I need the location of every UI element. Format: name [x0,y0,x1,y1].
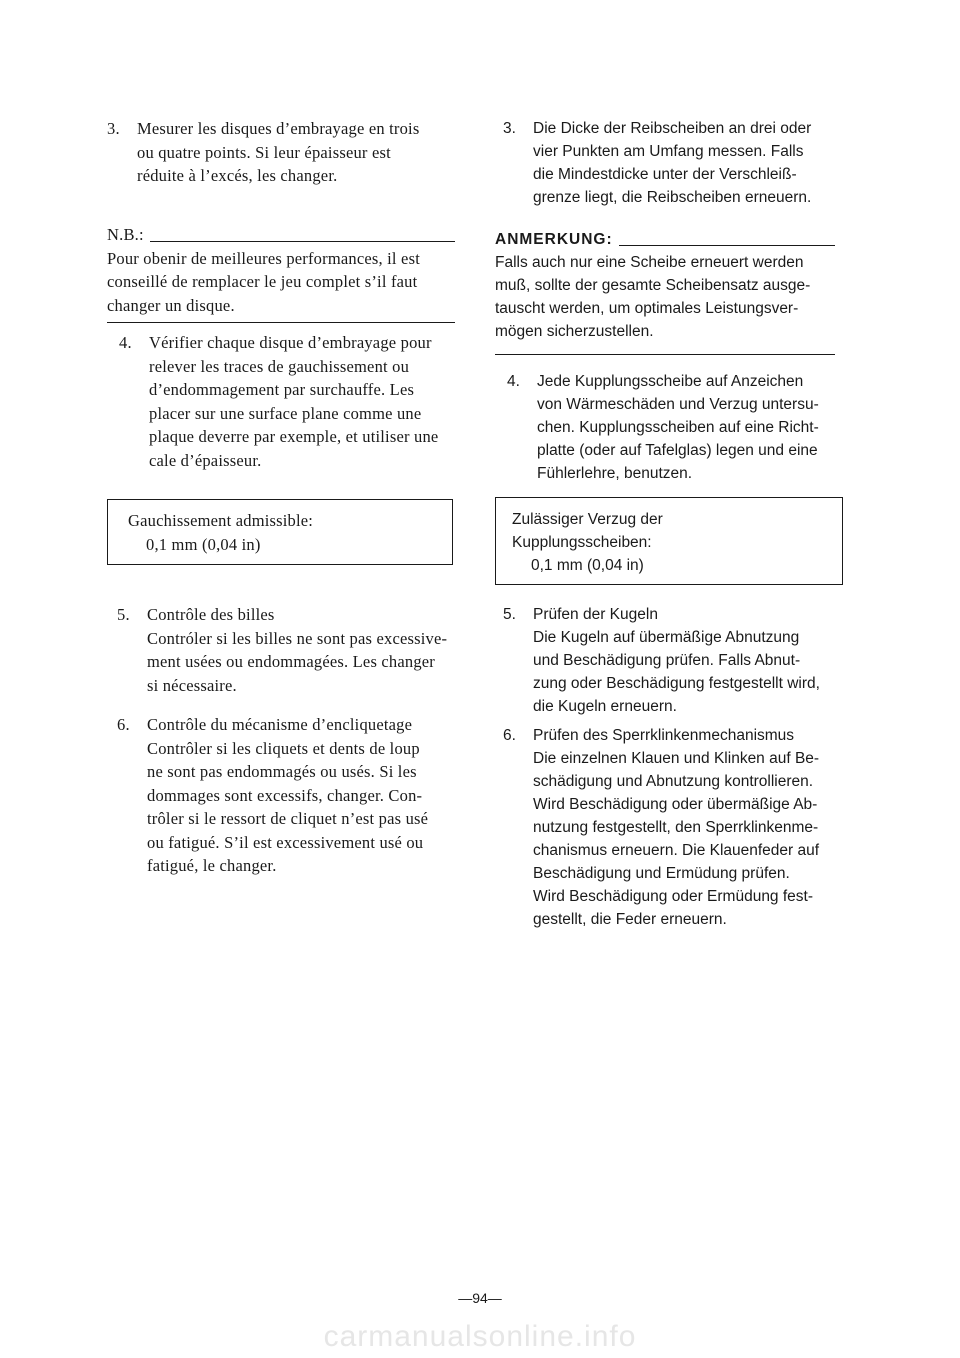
spec-value: 0,1 mm (0,04 in) [531,557,644,574]
note-end-rule [107,322,455,323]
note-heading: ANMERKUNG: [495,228,835,251]
step-text: Vérifier chaque disque d’embrayage pour relever les traces de gauchissement ou d’endommagement par surchauffe. Les placer sur une surface plane comme une plaque deverre par exemple, et utiliser une cale d’épaisseur. [149,333,439,470]
spec-value: 0,1 mm (0,04 in) [146,534,261,554]
note-text: Falls auch nur eine Scheibe erneuert werden muß, sollte der gesamte Scheibensatz ausge- tauscht werden, um optimales Leistungsver- mögen sicherzustellen. [495,254,811,340]
step-text: Contrôle du mécanisme d’encliquetage Contrôler si les cliquets et dents de loup ne sont pas endommagés ou usés. Si les dommages sont excessifs, changer. Con- trôler si le ressort de cliquet n’est pas usé ou fatigué. S’il est excessivement usé ou fatigué, le changer. [147,715,429,875]
heading-rule [619,245,835,246]
step-number: 3. [503,120,516,137]
de-note [495,228,835,343]
de-step-3 [503,117,845,209]
spec-label: Gauchissement admissible: [128,511,314,530]
step-text: Mesurer les disques d’embrayage en trois ou quatre points. Si leur épaisseur est réduite à l’excés, les changer. [137,119,420,185]
de-step-4 [507,370,845,485]
note-heading: N.B.: [107,223,455,247]
step-number: 4. [119,333,132,352]
step-text: Die Dicke der Reibscheiben an drei oder vier Punkten am Umfang messen. Falls die Mindestdicke unter der Verschleiß- grenze liegt, die Reibscheiben erneuern. [533,120,812,206]
spec-label: Kupplungsscheiben: [512,534,652,551]
note-text: Pour obenir de meilleures performances, il est conseillé de remplacer le jeu complet s’il faut changer un disque. [107,248,420,315]
note-end-rule [495,354,835,355]
step-text: Prüfen des Sperrklinkenmechanismus Die einzelnen Klauen und Klinken auf Be- schädigung und Abnutzung kontrollieren. Wird Beschädigung oder übermäßige Ab- nutzung festgestellt, den Sperrklinkenme- chanismus erneuern. Die Klauenfeder auf Beschädigung und Ermüdung prüfen. Wird Beschädigung oder Ermüdung fest- gestellt, die Feder erneuern. [533,727,820,928]
de-step-6 [503,724,845,931]
fr-spec-box [107,499,453,565]
fr-step-5 [117,603,455,697]
step-number: 4. [507,373,520,390]
fr-step-4 [119,331,455,472]
watermark-text: carmanualsonline.info [323,1320,637,1353]
step-number: 6. [117,715,130,734]
step-number: 3. [107,119,120,138]
de-step-5 [503,603,845,718]
heading-rule [150,241,455,242]
fr-note [107,223,455,317]
step-number: 6. [503,727,516,744]
de-spec-box [495,497,843,585]
step-number: 5. [117,605,130,624]
fr-step-3 [107,117,455,188]
step-text: Prüfen der Kugeln Die Kugeln auf übermäßige Abnutzung und Beschädigung prüfen. Falls Abnut- zung oder Beschädigung festgestellt wird, die Kugeln erneuern. [533,606,820,715]
step-text: Jede Kupplungsscheibe auf Anzeichen von Wärmeschäden und Verzug untersu- chen. Kupplungsscheiben auf eine Richt- platte (oder auf Tafelglas) legen und eine Fühlerlehre, benutzen. [537,373,819,482]
spec-label: Zulässiger Verzug der [512,511,663,528]
step-text: Contrôle des billes Contróler si les billes ne sont pas excessive- ment usées ou endommagées. Les changer si nécessaire. [147,605,448,695]
page-number: —94— [458,1290,502,1306]
step-number: 5. [503,606,516,623]
fr-step-6 [117,713,455,878]
